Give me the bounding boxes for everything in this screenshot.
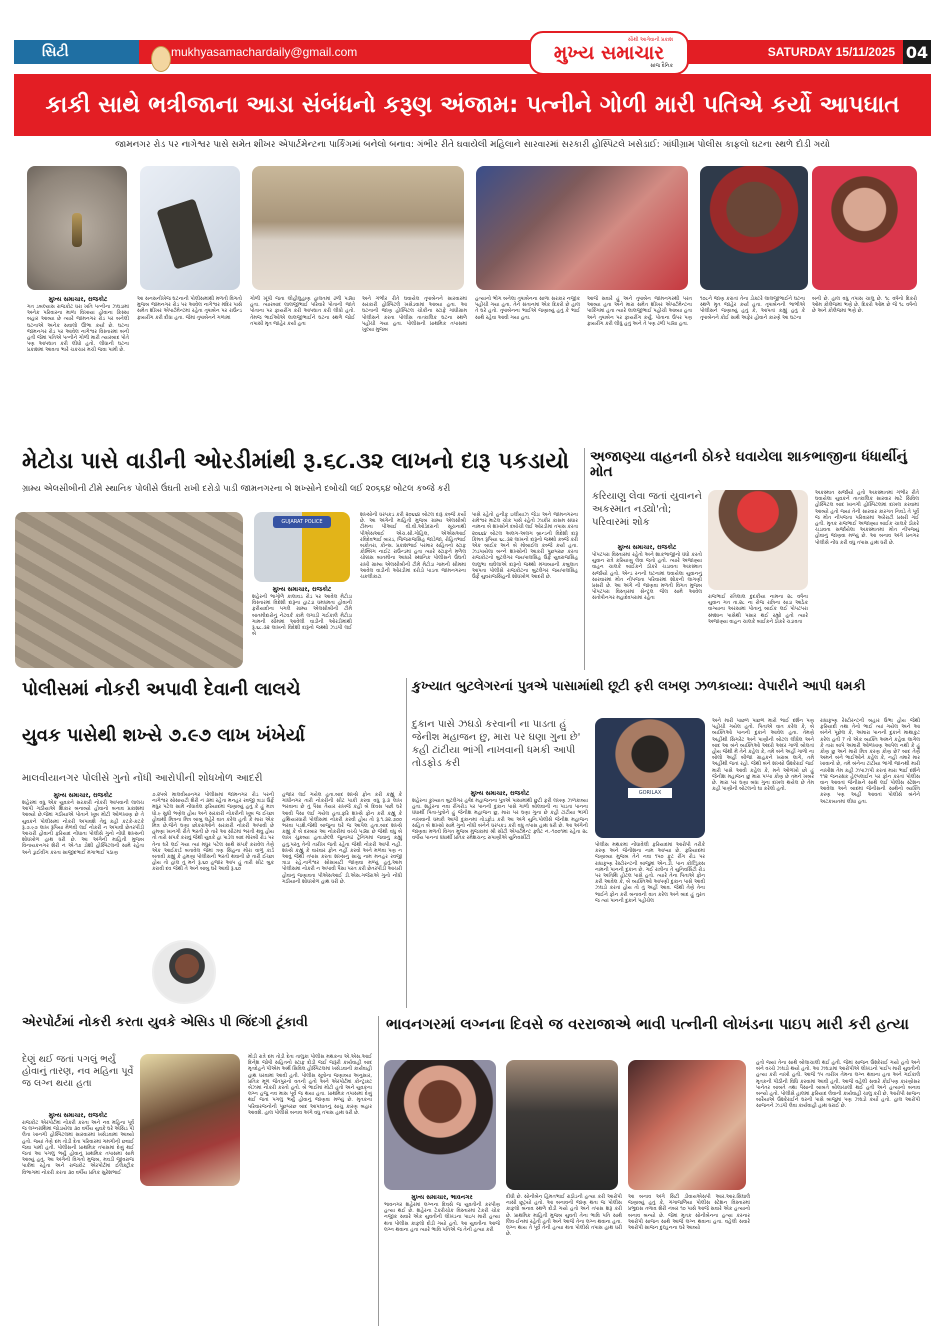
story2-column-2 [360, 512, 466, 670]
story1-column-4 [362, 296, 467, 436]
shirt-text: GORILAX [628, 788, 672, 798]
story1-column-2 [137, 296, 242, 436]
story4-column-3 [282, 792, 402, 1006]
weapon-photo [628, 1060, 746, 1190]
story7-text-1: ભાવનગર શહેરમાં લગ્નના દિવસે જ યુવતીની કરપીણ હત્યા થઈ છે. શહેરના ટેકરીચોક વિસ્તારમાં ટેકરી ચોક નજીક સવારે એક યુવતીની લોખંડના પાઇપ મારી હત્યા થતા પોલીસ કાફલો દોડી ગયો હતો. આ યુવતીના આજે લગ્ન થવાના હતા ત્યારે ભાવિ પતિએ જ તેની હત્યા કરી [384, 1202, 500, 1233]
story1-headline: કાકી સાથે ભત્રીજાના આડા સંબંધનો કરૂણ અંજામ: પત્નીને ગોળી મારી પતિએ કર્યો આપઘાત [14, 74, 931, 136]
story2-subheadline: ગ્રામ્ય એલસીબીની ટીમે સ્થાનિક પોલીસે ઉંઘતી રાખી દરોડો પાડી જામનગરના બે શખ્સોને દબોચી લઈ ૨૦૬૬૪ બોટલ કબ્જે કરી [22, 484, 451, 494]
logo-name: મુખ્ય સમાચાર [553, 42, 665, 64]
masthead [14, 37, 931, 69]
story6-column-1 [22, 1112, 134, 1326]
story7-text-4: હતો જ્યાં તેના સાથે બોલાચાલી થઈ હતી. જેમાં સાજન ઉશ્કેરાઈ ગયો હતો અને બંને વચ્ચે ઝઘડો થયો હતો. આ ઝઘડામાં આરોપીએ લોખંડનો પાઈપ મારી યુવતીની હત્યા કરી નાખી હતી. આજે ૧૫ તારીખ તેમના લગ્ન થવાના હતા અને ગઈકાલે મૃતકની પીઠીની વિધિ કરવામાં આવી હતી. આજે વહેલી સવારે કોઈપણ કારણોસર પાનેતર બાબતે તથા પૈસાની બાબતે બોલાચાલી થઈ હતી અને હત્યાનો બનાવ બન્યો હતો. પોલીસે હાલમાં ફરિયાદ લેવાની કાર્યવાહી ચાલુ કરી છે. આરોપી સાજન બારૈયાએ ઉશ્કેરાઈને ઘરની પાસે બાજુમાં પણ ઝઘડો કર્યો હતો. હાલ આરોપી સાજનને ઝડપી લેવા કાર્યવાહી હાથ ધરાઈ છે. [756, 1060, 920, 1110]
story1-text-2: આ સનસનીખેજ ઘટનાની પોલીસમાંથી મળતી વિગતો મુજબ જામનગર રોડ પર આવેલ નાગેશ્વર મંદિર પાસે સમેત શીખર એપાર્ટમેન્ટમાં રહેતા તૃષાબેન પર રાઉન્ડ ફાયરીંગ કરી દીધા હતા. જેમાં તૃષાબેનને ગળામાં [137, 296, 242, 321]
grieving-relatives-photo [476, 166, 688, 290]
story1-column-5 [475, 296, 580, 436]
story4-text-1: શહેરમાં વધુ એક યુવકને સરકારી નોકરી આપવાની લાલચ આપી ગઠીયાએ શિકાર બનાવ્યો હોવાનો બનાવ પ્રકાશમાં આવ્યો છે.જેમાં ગઠીયાએ પોતાને ખૂબ મોટી ઓળખાણ છે તે યુવકને પોલીસમાં નોકરી અપાવશે તેવું કહી કટકે-કટકે રૂ.૭.૯૭ લાખ રૂપિયા મેળવી લઈ નોકરી ન અપાવી છેતરપીંડી આચરી હોવાની ફરિયાદ નોંધાતા પોલીસે ગુનો નોંધી શખ્સની શોધખોળ હાથ ધરી છે. આ અંગેની માહિતી મુજબ વિનાયકનગર શેરી નં એ-૧૭ ડોશી હોસ્પિટલની સામે રહેતા અને ડ્રાઈવીંગ કરતા સાજીદભાઈ મંગાભાઈ પઠાણ [22, 800, 144, 856]
story4-byline: મુખ્ય સમાચાર, રાજકોટ [53, 792, 113, 799]
newspaper-logo [529, 31, 689, 75]
page-number: 04 [903, 40, 931, 64]
story1-text-8: બની છે. હાલ વધુ તપાસ ચાલુ છે. ૧૮ વર્ષનો દિકરો ઓમ કોલેજમાં ભણે છે. દિકરો ઓમ છે જે ૧૮ વર્ષનો છે અને કોલેજમાં ભણે છે. [812, 296, 917, 315]
accused-youth-photo [595, 718, 705, 838]
logo-subtitle: સાંજ દૈનિક [650, 63, 673, 69]
story3-headline: અજાણ્યા વાહનની ઠોકરે ઘવાયેલા શાકભાજીના ધંધાર્થીનું મોત [590, 449, 907, 481]
story6-kicker: દેણું થઈ જતાં પગલું ભર્યું હોવાનું તારણ, નવ મહિના પૂર્વે જ લગ્ન થયા હતા [22, 1054, 134, 1089]
story3-column-3 [815, 490, 919, 670]
story1-text-3: ગોળી ખૂંપી જતા લોહીલુહાણ હાલતમાં ઢળી પડ્યા હતા. ત્યારબાદ લાલજીભાઈ પરિવારે પોતાની જાતે પોતાના પર ફાયરીંગ કરી આપઘાત કરી લીધો હતો. તેમજ ભાઈઓએ લાલજીભાઈને ઘટના સ્થળે જોઈ તપાસી મૃત જાહેર કર્યા હતા [250, 296, 355, 327]
gujarat-police-badge: GUJARAT POLICE [273, 516, 331, 528]
story2-column-3 [472, 512, 578, 670]
story7-column-3 [628, 1194, 750, 1326]
story7-column-4 [756, 1060, 920, 1326]
column-divider [406, 678, 407, 1008]
story1-column-6 [587, 296, 692, 436]
story5-column-2 [595, 842, 705, 1006]
story5-text-4: રાધાકૃષ્ણ રેસ્ટોરન્ટની બહાર ઉભા હોય જેથી ફરિયાદી તથા તેનો ભાઈ ત્યાં ગયેલ અને આ બંનેને પૂછેલ કે, અમારા પાનની દુકાને માથાકુટ કરેલ હતી ? તો એક વ્યક્તિ અમને કહેવા લાગેલ કે તારા બાપે અમારી ઓળખાણ આપેલ નથી કે હું કોણ છુ અને મારો મિત્ર કરણ કોણ છે? બાદ તેણે અમને બંને ભાઈઓને કહેલ કે, નહી તમારે માર ખાવાનો છે, તમે બંનેના ટાંટીયા ભાંગી જાનથી મારી નાખીશ તેમ કહી ઝપાઝપી કરતાં મારા ભાઈ દર્શને ૧૧૨ જનરક્ષક હેલ્પલાઈન પર ફોન કરતાં પોલીસ વાન આવતાં જેનીસને સાથે લઈ પોલીસ સ્ટેશન આવેલા અને બાદમાં જેનીસની સાથેનો વ્યક્તિ કરણ પણ અહીં આવતાં પોલીસે બંનેને અટકાયતમાં લીધા હતા. [820, 718, 920, 805]
story1-column-8 [812, 296, 917, 436]
accused-photo [254, 512, 350, 582]
story3-kicker: કરિયાણુ લેવા જતાં યુવાનને અકસ્માત નડ્યો'તો; પરિવારમાં શોક [592, 491, 702, 528]
masthead-bar [139, 37, 903, 69]
story1-text-6: આજે સવારે હું અને તૃષાબેન જામનગરથી પરત આવ્યા હતા અને મારા સમેત શીખર એપાર્ટમેન્ટના પાર્કિંગમાં હતા ત્યારે લાલજીભાઈ પહોંચી આવ્યા હતા અને તૃષાબેન પર ફાયરીંગ કર્યું. પોતાના ઉપર પણ ફાયરીંગ કરી લીધું હતું અને તે પણ ઢળી પડ્યા હતા. [587, 296, 692, 327]
story2-byline: મુખ્ય સમાચાર, રાજકોટ [272, 586, 332, 593]
story5-text-2: પોલીસ મથકમાં નોંધાવેલી ફરિયાદમાં આરોપી તરીકે કરણ અને જેનીશના નામ આપ્યા છે. ફરિયાદમાં જણાવ્યા મુજબ તેને નવા ૧૫૦ ફૂટ રીંગ રોડ પર રાધાકૃષ્ણ રેસ્ટોરન્ટની બાજુમાં એન.ડી. પાન કોલ્ડ્રિંક્સ નામની પાનની દુકાન છે. ગઈ રાત્રીના તે યુનિવર્સિટી રોડ પર અતિથિ હોટલ પાસે હતો. ત્યારે તેના પિતાએ ફોન કરી આવેલ કે, બે વ્યક્તિઓ આપણી દુકાન પાસે આવી ઝઘડો કરતાં હોય તો તું અહીં આવ. જેથી તેણે તેના ભાઈને ફોન કરી બનાવની વાત કરેલ અને બાદ હું તુરંત જ ત્યાં પાનની દુકાને પહોંચેલ [595, 842, 705, 904]
groom-photo [506, 1060, 618, 1190]
story4-column-1 [22, 792, 144, 1006]
story7-text-2: દીધી છે. સોનીબેન હિંમતભાઈ રાઠોડની હત્યા કરી આરોપી નાસી છૂટ્યો હતો. આ બનાવની જાણ થતા જ પોલીસ કાફલો બનાવ સ્થળે દોડી ગયો હતો અને તપાસ શરૂ કરી છે. પ્રાથમિક માહિતી મુજબ યુવતી તેના ભાવિ પતિ સાથે લિવ-ઈનમાં રહેતી હતી અને આજે તેના લગ્ન થવાના હતા. લગ્ન થાય તે પૂર્વે તેની હત્યા થતા પોલીસે તપાસ હાથ ધરી છે. [506, 1194, 622, 1238]
story4-headline-line2: યુવક પાસેથી શખ્સે ૭.૯૭ લાખ ખંખેર્યા [22, 725, 306, 746]
story1-text-5: હત્યાનો ભોગ બનેલા તૃષાબેનના સાળા સરકાર નજીક પહોંચી ગયા હતા. તેને સંતાનમાં એક દિકરો છે હાલ તે ઘરે હતો. તૃષાબેનના ભાઈએ જણાવ્યું હતું કે ભાઈ સાથે રહેવા આવી ગયા હતા. [475, 296, 580, 321]
story4-text-3: હજાર લઈ ગયેલ હતા.બાદ શખ્સે ફોન કરી કહ્યું કે ગાંધીનગર તારી નોકરીની સીટ પાકી કરવા વધુ રૂ.૩ લાખ ભરવાના છે તું પૈસા તૈયાર રાખજે કહી બે દિવસ પછી ઘરે આવી પૈસા લઈ ગયેલ હતા.ફરિ શખ્સે ફોન કરી કહ્યું કે હથિયારધારી પોલીસમાં નોકરી કરવી હોય તો રૂ.૧.૩૨.૭૦૦ ભરવા પડશે.જેથી બાજુના ઘરે જ આપેલ હતા.બાદ શખ્સે કહ્યું કે બે દરબાર આ નોકરીમાં વચ્ચે પડ્યા છે જેથી વધુ બે લાખ ચુકવ્યા હતા.છેલ્લે જુનાગઢ ટ્રેનિંગમાં જવાનું કહ્યું હતું.પરંતુ તેની તારીખ જતી રહેતા જેથી નોકરી આપી નહી. શખ્સે કહ્યું કે વારંવાર ફોન નહીં કરવો અને મળવા પણ ન આવું જેથી તપાસ કરતા શખ્સનું સાચુ નામ મનહર રવજી ત્રાડા રહે.નાગેશ્વર સોસાયટી જાણવા મળ્યું હતું.આમ પોલીસમાં નોકરી ન અપાવી પૈસા પરત કરી છેતરપીંડી આચરી હોવાનું જણાવતા પીએસઆઈ ડી.એસ.ગજેરાએ ગુનો નોંધી ગઠીયાની શોધખોળ હાથ ધરી છે. [282, 792, 402, 885]
story1-byline: મુખ્ય સમાચાર, રાજકોટ [48, 296, 108, 303]
hand-logo-icon [151, 46, 171, 72]
husband-photo [700, 166, 808, 290]
column-divider [378, 1016, 379, 1326]
story5-column-4 [820, 718, 920, 1006]
story7-column-2 [506, 1194, 622, 1326]
story7-text-3: આ બનાવ અંગે સિટી ડીવાયએસપી આર.આર.સિંઘાલે જણાવ્યું હતું કે, ગંગાજળિયા પોલીસ સ્ટેશન વિસ્તારમાં પ્રભુદાસ તળાવ શેરી નંબર ૧૦ પાસે આજે સવારે એક હત્યાનો બનાવ બન્યો છે. જેમાં મૃતક સોનીબેનના હત્યા કરનાર આરોપી સાજન સાથે આજે લગ્ન થવાના હતા. વહેલી સવારે આરોપી સાજન દુલ્હનના ઘરે આવ્યો [628, 1194, 750, 1232]
story5-byline: મુખ્ય સમાચાર, રાજકોટ [470, 790, 530, 797]
story2-text-2: શખ્સોની ધરપકડ કરી ૨૦૬૬૪ બોટલ દારૂ કબ્જે કર્યો છે. આ અંગેની માહિતી મુજબ ગ્રામ્ય એલસીબી ટીમના પીઆઈ વી.વી.ઓડેદરાની સૂચનાથી પીએસઆઈ એચ.સી.ગોહિલ, એએસઆઈ રવિદેવભાઈ બારડ, જિજરાજસિંહ જાડેજા, રોહિતભાઈ બકોતરા, કોન્સ. પ્રકાશભાઈ પરમાર સહિતનો સ્ટાફ કોમ્બિંગ નાઈટ રાઉન્ડમાં હતા ત્યારે સ્ટાફને મળેલ ચોક્કસ બાતમીના આધારે સ્થાનિક પોલીસને ઉંઘતી રાખી ગ્રામ્ય એલસીબીની ટીમે મેટોડા ગામની સીમમાં આવેલ વાડીની ઓરડીમાં દરોડો પાડતા જામનગરના ચકલીકાટા [360, 512, 466, 581]
story2-headline: મેટોડા પાસે વાડીની ઓરડીમાંથી રૂ.૬૮.૩૨ લાખનો દારૂ પકડાયો [22, 449, 569, 474]
wife-photo [812, 166, 917, 290]
issue-date: SATURDAY 15/11/2025 [767, 45, 895, 59]
story4-column-2 [152, 792, 274, 938]
crime-scene-photo [252, 166, 464, 290]
story1-column-7 [700, 296, 805, 436]
story7-headline: ભાવનગરમાં લગ્નના દિવસે જ વરરાજાએ ભાવી પત્નીની લોખંડના પાઇપ મારી કરી હત્યા [386, 1015, 909, 1033]
story5-text-3: અને મારી પાછળ પાછળ મારો ભાઈ દર્શન પણ પહોંચી ગયેલ હતો. પિતાએ વાત કરેલ કે, બે વ્યક્તિઓ પાનની દુકાને આવેલ હતા. તેમણે અહીંથી સિગરેટ અને પાણીની બોટલ લીધેલ અને બાદ આ બંને વ્યક્તિઓ અંદરો અંદર ગાળો બોલતાં હોય જેથી મેં તેને કહેલ કે, તમે બંને અહીં ગાળો ના બોલો અહીં બીજા ગ્રાહકને ખરાબ લાગે, તમે અહીંથી જતાં રહો. જેથી બંને શખ્સો ઉશ્કેરાઈ જઈ મારી પાસે આવી કહેલ કે, મને ઓળખો છો હું જેનીશ મહાજન છું મારા પપ્પા કોણ છે તમને ખબર છે. મારા પર ઘણા બધા ગુના દાખલ થયેલ છે તેમ કહી પાણીની બોટલનો ઘા કરેલો હતો. [712, 718, 814, 793]
column-divider [584, 448, 585, 670]
story3-text-1: પોપટપરા વિસ્તારમાં રહેતો અને શાકભાજીનો ધંધો કરતો યુવાન રાત્રે કરિયાણુ લેવા જતો હતો. ત્યારે અજાણ્યા વાહન ચાલકે બાઈકને ઠોકરે ચડાવતા અકસ્માત સર્જાયો હતો. એન્ડ રનની ઘટનામાં ઘવાયેલા યુવાનનું સારવારમાં મોત નીપજતા પરિવારમાં શોકની લાગણી પ્રસરી છે. આ અંગે ની જાણવા મળતી વિગત મુજબ પોપટપરા વિસ્તારમાં સેન્ટ્રલ જેલ સામે આવેલ સંતોષીનગર મહાદેવપરામાં રહેતા [592, 552, 702, 602]
email-link[interactable]: mukhyasamachardaily@gmail.com [171, 45, 358, 59]
story6-column-2 [248, 1054, 372, 1326]
story6-text-2: મોડી રાત્રે દમ તોડી દેતા તાલુકા પોલીસ મથકના એ.એસ.આઈ દિનેશ જોષી સહિતનો સ્ટાફ દોડી જઈ જરૂરી કાર્યવાહી બાદ મૃતદેહને પીએમ અર્થે સિવિલ હોસ્પિટલમાં ખસેડવાની કાર્યવાહી હાથ ધરવામાં આવી હતી. પોલીસ સૂત્રોના જણાવ્યા અનુસાર, પ્રતિક મૂળ જેતપુરનો વતની હતો અને એરપોર્ટમાં કોન્ટ્રાક્ટ બેઝમાં નોકરી કરતો હતો. બે ભાઈમાં મોટો હતો અને યુવકના લગ્ન હજુ નવ માસ પૂર્વે જ થયા હતા. પ્રાથમિક તપાસમાં દેણું થઈ જતાં પગલું ભર્યું હોવાનું જાણવા મળ્યું છે. મૃતકના પરિવારજનોની પૂછપરછ બાદ આપઘાતનું સાચુ કારણ બહાર આવશે. હાલ પોલીસે બનાવ અંગે વધુ તપાસ હાથ ધરી છે. [248, 1054, 372, 1116]
victim-photo [708, 490, 808, 590]
story2-text-3: પાસે રહેતો હનીફ ઇલીયાઝ જેડા અને જામનગરના રામેશ્વર માટેલ ચોક પાસે રહેતો ઝાકીર કાસમ સંધાર નામના બે શખ્સોને દબોચી લઈ ઓરડીમાં તપાસ કરતા ૨૦૬૬૪ બોટલ અલગ-અલગ બ્રાન્ડની વિદેશી દારૂ કિંમત રૂપિયા ૬૮.૩૨ લાખનો દારૂનો જથ્થો કબ્જે કરી એક બાઈક અને બે મોબાઈલ કબ્જે કર્યા હતા. ઝડપાયેલા બન્ને શખ્સોની આકરી પુછપરછ કરતા રાજકોટનો બુટલેગર જયપાલસિંહ ઉર્ફે યુવરાજસિંહ લાલુભા વાઘેલાએ દારૂનો જથ્થો મંગાવ્યાની કબુલાત આપતા પોલીસે રાજકોટના બુટલેગર જયપાલસિંહ ઉર્ફે યુવરાજસિંહની શોધખોળ આદરી છે. [472, 512, 578, 581]
liquor-boxes-photo [15, 512, 243, 668]
story2-column-1 [252, 586, 352, 670]
story1-column-1 [27, 296, 129, 436]
bullet-photo [27, 166, 127, 290]
story6-byline: મુખ્ય સમાચાર, રાજકોટ [48, 1112, 108, 1119]
story1-text-1: ગત ડબલ્યાસ રાજકોટ ધરા ખતિ પત્નીના ઝઘડામાં અનેક પરિવારના માળા વિખાયા હોવાના કિસ્સા બહાર આવ્યા છે ત્યારે જામનગર રોડ પર બનેલી ઘટનાએ અનેક સવાલો ઊભા કર્યા છે. ઘટના જામનગર રોડ પર આવેલ નાગેશ્વર વિસ્તારમાં બની હતી જેમાં પતિએ પત્નીને ગોળી મારી ત્યારબાદ પોતે પણ આપઘાત કરી લીધો હતો. લીધાની ઘટના પ્રકાશમાં આવતા ભારે ચકચાર મચી જવા પામી છે. [27, 304, 129, 354]
story3-column-1 [592, 544, 702, 670]
section-label: સિટી [14, 40, 139, 64]
story5-headline: કુખ્યાત બુટલેગરનાં પુત્રએ પાસામાંથી છૂટી ફરી લખણ ઝળકાવ્યા: વેપારીને આપી ધમકી [412, 679, 866, 694]
story5-text-1: શહેરના કુખ્યાત બુટલેગર હર્ષદ મહાજનના પુત્રએ પાસામાંથી છુટી ફરી લખણ ઝળકાવ્યા હતા. શહેરના નવા રીંગરોડ પર પાનની દુકાન પાસે ગાળો બોલવાની ના પાડતા પાનના ધંધાર્થી પિતા-પુત્રોને હું જેનીશ મહાજન છુ, મારા પર ઘણા ગુના છે કહી ટાંટીયા ભાંગી નાખવાની ધમકી આપી દુકાનમાં તોડફોડ કરી આ અંગે યુનિ.પોલીસે જેનીશ મહાજન સહિત બે શખ્સો સામે ગુનો નોંધી બંનેને ધરપકડ કરી વધુ તપાસ હાથ ધરી છે. આ અંગેની જાણવા મળતી વિગત મુજબ મુંજકામાં શ્રી સીટી એપાર્ટમેન્ટ ફ્લેટ નં.-૧૦૦૧માં રહેતા ૨૮ વર્ષીય પાનનાં ધંધાર્થી પ્રતિક રમેશચન્દ્ર રુપાણીએ યુનિવર્સીટી [412, 798, 588, 842]
story1-text-7: ૧૦૮ને જાણ કરાતાં તેના ડોક્ટરે લાલજીભાઈને ઘટના સ્થળે મૃત જાહેર કર્યા હતા. તૃષાબેનની ભાભીએ પોલીસને જણાવ્યું હતું કે, આપતાં કહ્યું હતું કે તૃષાબેનને કોઈ સાથે અફેર હોવાને કારણે આ ઘટના [700, 296, 805, 321]
story7-column-1 [384, 1194, 500, 1326]
story6-headline: એરપોર્ટમાં નોકરી કરતા યુવકે એસિડ પી જિંદગી ટૂંકાવી [22, 1015, 308, 1030]
story5-kicker: દુકાન પાસે ઝઘડો કરવાની ના પાડતા હું જેનીશ મહાજન છુ, મારા પર ઘણા ગુના છે' કહી ટાંટીયા ભાંગી નાખવાની ધમકી આપી તોડફોડ કરી [412, 719, 581, 769]
story4-headline-line1: પોલીસમાં નોકરી અપાવી દેવાની લાલચે [22, 679, 301, 700]
deceased-youth-photo [140, 1054, 240, 1186]
logo-tagline: સૌથી આગેવાની પ્રકાશ [627, 37, 673, 43]
story5-column-3 [712, 718, 814, 1006]
story3-column-2 [708, 594, 808, 670]
story1-subheadline: જામનગર રોડ પર નાગેશ્વર પાસે સમેત શીખર એપાર્ટમેન્ટના પાર્કિંગમાં બનેલો બનાવ: ગંભીર રીતે ઘવાયેલી મહિલાને સારવારમાં સરકારી હોસ્પિટલે ખસેડાઈ: ગાંધીગ્રામ પોલીસ કાફલો ઘટના સ્થળે દોડી ગયો [115, 140, 830, 150]
bride-photo [384, 1060, 496, 1190]
story1-column-3 [250, 296, 355, 436]
story3-text-2: રાજભાઈ રતિલાલ દુદકીયા નામના ૨૮ વર્ષના યુવાન ગત તા.૨૮ ના રોજ રાત્રિના સાડા આઠેક વાગ્યાના અરસામાં પોતાનું બાઈક લઈ પોપટપરા સ્મશાન પાસેથી પસાર થઈ રહ્યો હતો ત્યારે અજાણ્યા વાહન ચાલકે બાઈકને ઠોકરે ચડાવતા [708, 594, 808, 625]
story6-text-1: રાજકોટ એરપોર્ટમાં નોકરી કરતા અને નવ મહિના પૂર્વે જ લગ્નગ્રંથિમાં જોડાયેલા ૩૦ વર્ષીય યુવકે ઘરે એસિડ પી લેતા ખાનગી હોસ્પિટલમાં સારવારમાં ખસેડવામાં આવ્યો હતો. જ્યાં તેણે દમ તોડી દેતા પરિવારમાં ગમગીની છવાઈ જવા પામી હતી. પોલીસની પ્રાથમિક તપાસમાં દેણું થઈ જતાં આ પગલું ભર્યું હોવાનું પ્રાથમિક તપાસમાં સામે આવ્યું હતું. આ અંગેની વિગતો મુજબ, મવડી જીવરાજ પાર્કમાં રહેતા અને રાજકોટ એરપોર્ટમાં ઈલેક્ટ્રીક વિભાગમાં નોકરી કરતા ૩૦ વર્ષીય પ્રતિક સુરેશભાઈ [22, 1120, 135, 1176]
story5-column-1 [412, 790, 588, 1006]
story7-byline: મુખ્ય સમાચાર, ભાવનગર [411, 1194, 473, 1201]
story3-text-3: અકસ્માત સર્જાયો હતો અકસ્માતમાં ગંભીર રીતે ઘવાયેલા યુવકને તાત્કાલિક સારવાર માટે સિવિલ હોસ્પિટલ બાદ ખાનગી હોસ્પિટલમાં દાખલ કરવામાં આવ્યો હતો જ્યાં તેની સારવાર કારગત નિવડે તે પૂર્વે જ મોત નીપજતા પરિવારમાં અરેરાટી પ્રસરી ગઈ હતી. મૃતક રાજભાઈ અજાણ્યા બાઈક ચાલકે ઠોકરે ચડાવતા સર્જાયેલા અકસ્માતમાં મોત નીપજ્યું હોવાનું જાણવા મળ્યું છે. આ બનાવ અંગે પ્રનગર પોલીસે નોંધ કરી વધુ તપાસ હાથ ધરી છે. [815, 490, 919, 546]
accused-portrait [152, 940, 216, 1004]
story3-byline: મુખ્ય સમાચાર, રાજકોટ [617, 544, 677, 551]
story1-text-4: અને ગંભીર રીતે ઘવાયેલ તૃષાબેનને સારવારમાં સરકારી હોસ્પિટલે ખસેડવામાં આવ્યા હતા. આ ઘટનાની જાણ હોસ્પિટલ ચોકીના સ્ટાફે ગાંધીગ્રામ પોલીસને કરતા પોલીસ તાત્કાલિક ઘટના સ્થળે પહોંચી ગયા હતા. પોલીસની પ્રાથમિક તપાસમાં ખુલ્યા મુજબ [362, 296, 467, 334]
pistol-photo [140, 166, 240, 290]
story4-kicker: માલવીયાનગર પોલીસે ગુનો નોંધી આરોપીની શોધખોળ આદરી [22, 773, 263, 784]
story4-text-2: ૭.૨૫બે માલવીયાનગર પોલીસમાં જામનગર રોડ પરની નાગેશ્વર સોસાયટી શેરી નં ૩માં રહેતા મનહર રવજી ત્રાડા ઉર્ફે મધુર પટેલ સામે નોંધાવેલ ફરિયાદમાં જણાવ્યું હતું કે હું માત્ર ધો.૯ સુધી ભણેલ હોય અને સરકારી નોકરીની ખૂબ જ ઈચ્છા હોવાથી મિત્રના મિત્ર બાબુ લહેરે વાત કરેલ હતી કે મારા એક મિત્ર છે.જેને ઘણા છોકરાઓને સરકારી નોકરી અપાવી છે હમણા ખાનગી રીતે ભરતી છે તારે આ સીટમાં ભરતી થવુ હોય તો તારો સંપર્ક કરાવું જેથી યુવકે હા પાડેલ બાદ મોરબી રોડ પર તેના ઘરે લઈ ગયા ત્યાં મધુર પટેલ સાથે સંપર્ક કરાવેલ તેણે એક આઈકાર્ડ બતાવેલ જેમાં ત્રણ સિંહના મોરા વાળું કાર્ડ બતાવી કહ્યું કે હમણા પોલીસની ભરતી થવાની છે તારી ઈચ્છા હોય તો હાલ તું મને રૂ.૬૦ હજાર આપ હું તારી સીટ બુક કરાવી દવ જેથી તે અને બાબુ ઘરે આવી રૂ.૬૦ [152, 792, 274, 873]
story2-text-1: શહેરની ભાગોળે કાલાવડ રોડ પર આવેલ મેટોડા વિસ્તારમાં વિદેશી દારૂના હાટડા ધમધમતા હોવાની ફરીયાદોના પગલે ગ્રામ્ય એલસીબીની ટીમે બાતમીદારોનું નેટવર્ક કામે લગાડી ગઈકાલે મેટોડા ગામની સીમમાં આવેલી વાડીની ઓરડીમાંથી રૂ.૬૮.૩૨ લાખનો વિદેશી દારૂનો જથ્થો ઝડપી લઈ બે [252, 594, 352, 638]
